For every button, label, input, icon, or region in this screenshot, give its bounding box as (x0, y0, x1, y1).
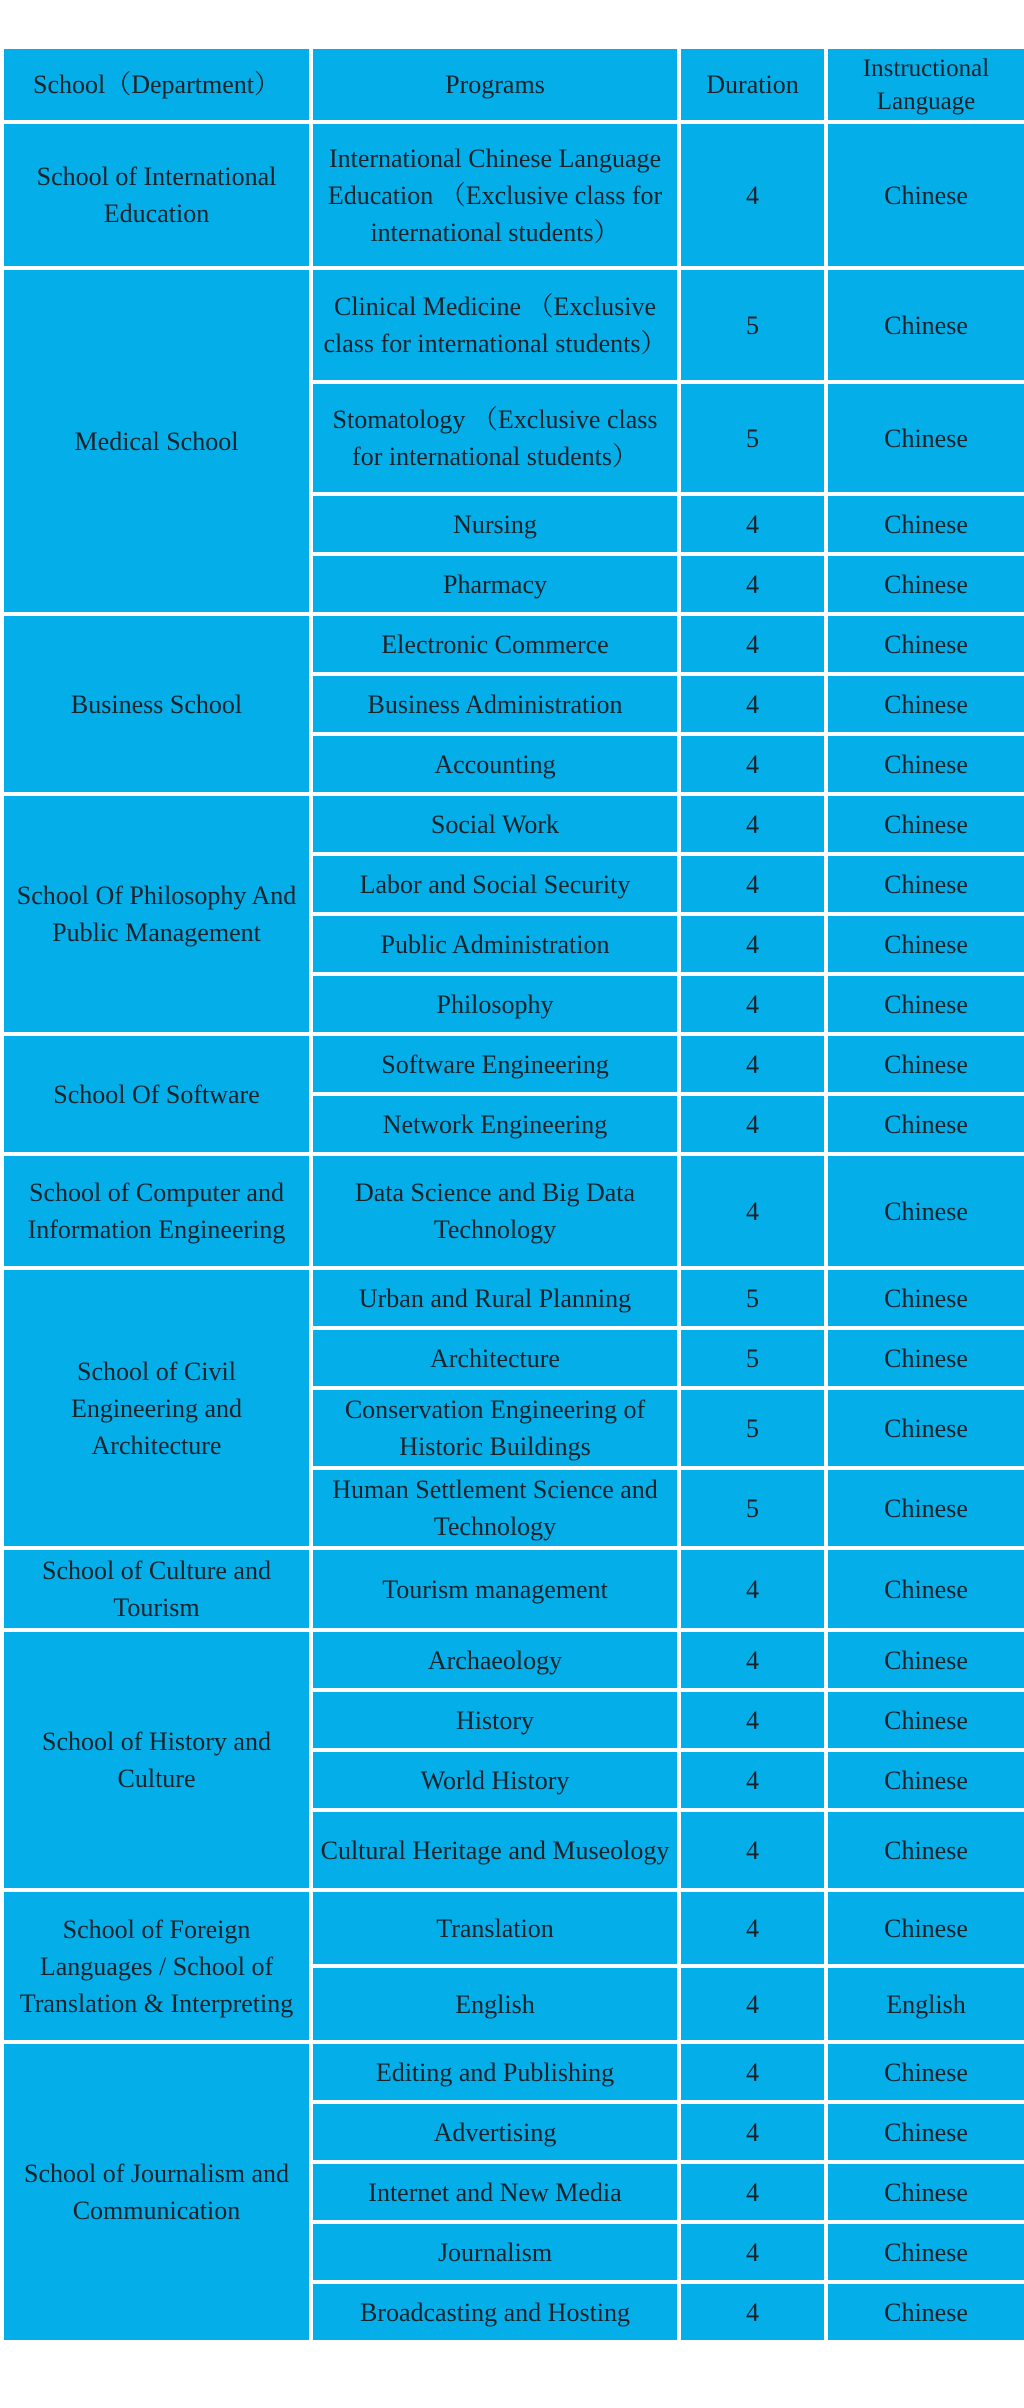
program-duration: 4 (681, 1036, 824, 1092)
program-duration: 5 (681, 1330, 824, 1386)
program-duration: 4 (681, 916, 824, 972)
program-name: Accounting (313, 736, 677, 792)
program-language: Chinese (828, 616, 1024, 672)
program-duration: 4 (681, 124, 824, 266)
school-name: School of Culture and Tourism (4, 1550, 309, 1628)
program-name: Social Work (313, 796, 677, 852)
program-language: Chinese (828, 1470, 1024, 1546)
program-duration: 4 (681, 1692, 824, 1748)
program-duration: 4 (681, 1812, 824, 1888)
school-name: School of History and Culture (4, 1632, 309, 1888)
table-row (4, 616, 1024, 672)
program-name: Architecture (313, 1330, 677, 1386)
program-language: Chinese (828, 2284, 1024, 2340)
program-duration: 4 (681, 856, 824, 912)
program-language: English (828, 1968, 1024, 2040)
program-language: Chinese (828, 2104, 1024, 2160)
program-name: Translation (313, 1892, 677, 1964)
program-language: Chinese (828, 2224, 1024, 2280)
program-duration: 4 (681, 1550, 824, 1628)
program-duration: 4 (681, 1892, 824, 1964)
program-name: Pharmacy (313, 556, 677, 612)
program-name: Nursing (313, 496, 677, 552)
program-duration: 4 (681, 1752, 824, 1808)
program-language: Chinese (828, 1036, 1024, 1092)
program-language: Chinese (828, 916, 1024, 972)
program-duration: 4 (681, 556, 824, 612)
header-duration: Duration (681, 49, 824, 120)
program-name: Advertising (313, 2104, 677, 2160)
program-name: Journalism (313, 2224, 677, 2280)
table-row (4, 796, 1024, 852)
school-name: School of Computer and Information Engineering (4, 1156, 309, 1266)
program-language: Chinese (828, 1550, 1024, 1628)
program-duration: 4 (681, 2164, 824, 2220)
program-duration: 4 (681, 2224, 824, 2280)
program-duration: 5 (681, 1390, 824, 1466)
program-language: Chinese (828, 1892, 1024, 1964)
program-language: Chinese (828, 2044, 1024, 2100)
header-programs: Programs (313, 49, 677, 120)
program-duration: 5 (681, 384, 824, 492)
program-language: Chinese (828, 1752, 1024, 1808)
program-duration: 5 (681, 1470, 824, 1546)
program-name: Network Engineering (313, 1096, 677, 1152)
program-language: Chinese (828, 1632, 1024, 1688)
program-language: Chinese (828, 384, 1024, 492)
program-name: Internet and New Media (313, 2164, 677, 2220)
table-row (4, 1550, 1024, 1628)
program-language: Chinese (828, 124, 1024, 266)
table-row (4, 1036, 1024, 1092)
program-language: Chinese (828, 1812, 1024, 1888)
table-row (4, 1632, 1024, 1688)
program-duration: 4 (681, 1156, 824, 1266)
program-name: Clinical Medicine （Exclusive class for international students） (313, 270, 677, 380)
program-duration: 4 (681, 1632, 824, 1688)
program-language: Chinese (828, 1156, 1024, 1266)
school-name: School of Journalism and Communication (4, 2044, 309, 2340)
school-name: School Of Software (4, 1036, 309, 1152)
program-name: Editing and Publishing (313, 2044, 677, 2100)
program-name: Data Science and Big Data Technology (313, 1156, 677, 1266)
program-name: Tourism management (313, 1550, 677, 1628)
program-language: Chinese (828, 270, 1024, 380)
program-name: Electronic Commerce (313, 616, 677, 672)
program-language: Chinese (828, 1330, 1024, 1386)
school-name: School of Foreign Languages / School of Translation & Interpreting (4, 1892, 309, 2040)
header-language: Instructional Language (828, 49, 1024, 120)
table-row (4, 270, 1024, 380)
programs-table (0, 45, 1024, 2344)
program-duration: 4 (681, 676, 824, 732)
school-name: School Of Philosophy And Public Management (4, 796, 309, 1032)
program-duration: 4 (681, 496, 824, 552)
table-row (4, 1270, 1024, 1326)
program-language: Chinese (828, 1390, 1024, 1466)
program-duration: 5 (681, 1270, 824, 1326)
program-name: Stomatology （Exclusive class for international students） (313, 384, 677, 492)
program-name: World History (313, 1752, 677, 1808)
program-language: Chinese (828, 676, 1024, 732)
program-language: Chinese (828, 856, 1024, 912)
program-language: Chinese (828, 796, 1024, 852)
program-name: English (313, 1968, 677, 2040)
program-name: Broadcasting and Hosting (313, 2284, 677, 2340)
program-language: Chinese (828, 496, 1024, 552)
table-row (4, 1156, 1024, 1266)
program-duration: 4 (681, 616, 824, 672)
table-row (4, 2044, 1024, 2100)
program-duration: 5 (681, 270, 824, 380)
program-language: Chinese (828, 1692, 1024, 1748)
program-language: Chinese (828, 1270, 1024, 1326)
program-name: Philosophy (313, 976, 677, 1032)
program-name: Business Administration (313, 676, 677, 732)
program-duration: 4 (681, 2104, 824, 2160)
program-language: Chinese (828, 2164, 1024, 2220)
program-language: Chinese (828, 736, 1024, 792)
program-language: Chinese (828, 976, 1024, 1032)
program-duration: 4 (681, 976, 824, 1032)
table-row (4, 1892, 1024, 1964)
program-name: Public Administration (313, 916, 677, 972)
program-name: Software Engineering (313, 1036, 677, 1092)
table-row (4, 124, 1024, 266)
program-name: Archaeology (313, 1632, 677, 1688)
program-name: Human Settlement Science and Technology (313, 1470, 677, 1546)
program-name: International Chinese Language Education （Exclusive class for international students） (313, 124, 677, 266)
school-name: School of International Education (4, 124, 309, 266)
program-name: Urban and Rural Planning (313, 1270, 677, 1326)
program-duration: 4 (681, 1968, 824, 2040)
program-name: History (313, 1692, 677, 1748)
program-duration: 4 (681, 736, 824, 792)
programs-table-container (0, 45, 1024, 2344)
school-name: School of Civil Engineering and Architecture (4, 1270, 309, 1546)
program-name: Cultural Heritage and Museology (313, 1812, 677, 1888)
program-duration: 4 (681, 1096, 824, 1152)
program-language: Chinese (828, 556, 1024, 612)
school-name: Business School (4, 616, 309, 792)
program-duration: 4 (681, 2284, 824, 2340)
program-name: Labor and Social Security (313, 856, 677, 912)
program-duration: 4 (681, 2044, 824, 2100)
school-name: Medical School (4, 270, 309, 612)
header-row (4, 49, 1024, 120)
program-duration: 4 (681, 796, 824, 852)
program-language: Chinese (828, 1096, 1024, 1152)
program-name: Conservation Engineering of Historic Buildings (313, 1390, 677, 1466)
header-school: School（Department） (4, 49, 309, 120)
